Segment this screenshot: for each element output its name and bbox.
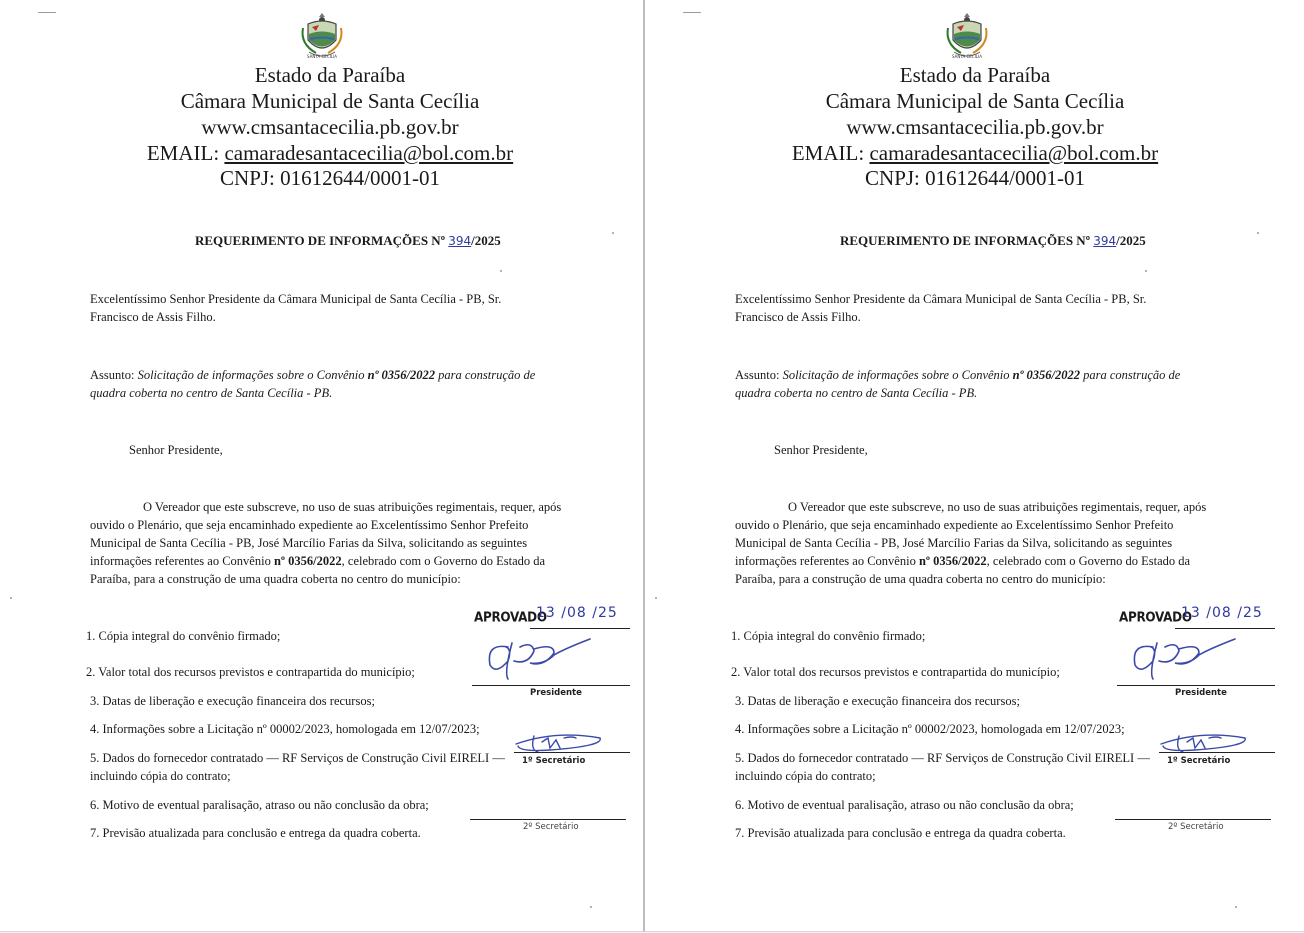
body-line-4-c: , celebrado com o Governo do Estado da bbox=[341, 554, 546, 568]
addressee-line-2: Francisco de Assis Filho. bbox=[90, 310, 216, 324]
header-chamber: Câmara Municipal de Santa Cecília bbox=[825, 89, 1125, 113]
scan-speck bbox=[1235, 906, 1237, 908]
president-signature-line bbox=[472, 685, 630, 686]
list-item-1: 1. Cópia integral do convênio firmado; bbox=[86, 629, 281, 643]
body-line-2: ouvido o Plenário, que seja encaminhado expediente ao Excelentíssimo Senhor Prefeito bbox=[735, 518, 1174, 532]
body-line-4-c: , celebrado com o Governo do Estado da bbox=[986, 554, 1191, 568]
second-secretary-signature-line bbox=[470, 819, 626, 820]
body-line-4 bbox=[90, 553, 545, 571]
stamp-date-underline bbox=[530, 628, 630, 629]
scan-speck bbox=[10, 597, 12, 599]
request-title-prefix: REQUERIMENTO DE INFORMAÇÕES Nº bbox=[195, 233, 445, 248]
second-secretary-role-label: 2º Secretário bbox=[523, 822, 579, 832]
subject-label: Assunto: bbox=[735, 368, 780, 382]
list-item-2: 2. Valor total dos recursos previstos e contrapartida do município; bbox=[731, 665, 1060, 679]
scan-speck bbox=[1257, 232, 1259, 234]
subject-text-c: para construção de bbox=[1083, 368, 1181, 382]
list-item-1: 1. Cópia integral do convênio firmado; bbox=[731, 629, 926, 643]
body-line-3: Municipal de Santa Cecília - PB, José Marcílio Farias da Silva, solicitando as seguintes bbox=[735, 536, 1173, 550]
list-item-5: 5. Dados do fornecedor contratado — RF Serviços de Construção Civil EIRELI — bbox=[90, 751, 505, 765]
president-role-label: Presidente bbox=[530, 688, 582, 698]
scan-mark bbox=[38, 12, 56, 13]
salutation: Senhor Presidente, bbox=[129, 443, 223, 457]
header-website: www.cmsantacecilia.pb.gov.br bbox=[201, 115, 459, 139]
svg-text:SANTA CECÍLIA: SANTA CECÍLIA bbox=[952, 54, 982, 59]
header-website: www.cmsantacecilia.pb.gov.br bbox=[846, 115, 1104, 139]
email-label: EMAIL: bbox=[146, 141, 220, 165]
body-line-4 bbox=[735, 553, 1190, 571]
svg-text:SANTA CECÍLIA: SANTA CECÍLIA bbox=[307, 54, 337, 59]
header-email-line bbox=[645, 140, 1304, 166]
scan-mark bbox=[683, 12, 701, 13]
list-item-7: 7. Previsão atualizada para conclusão e entrega da quadra coberta. bbox=[90, 826, 421, 840]
second-secretary-role-label: 2º Secretário bbox=[1168, 822, 1224, 832]
body-line-5: Paraíba, para a construção de uma quadra coberta no centro do município: bbox=[90, 572, 461, 586]
subject-text-a: Solicitação de informações sobre o Convênio bbox=[782, 368, 1010, 382]
subject-agreement-number: nº 0356/2022 bbox=[367, 368, 435, 382]
scan-speck bbox=[655, 597, 657, 599]
document-page-right bbox=[643, 0, 1304, 932]
body-line-4-a: informações referentes ao Convênio bbox=[90, 554, 271, 568]
request-number-handwritten: 394 bbox=[1093, 234, 1117, 248]
scan-speck bbox=[1145, 270, 1147, 272]
list-item-4: 4. Informações sobre a Licitação nº 00002/2023, homologada em 12/07/2023; bbox=[735, 722, 1125, 736]
subject-text-c: para construção de bbox=[438, 368, 536, 382]
list-item-5-continued: incluindo cópia do contrato; bbox=[735, 769, 876, 783]
addressee-line-2: Francisco de Assis Filho. bbox=[735, 310, 861, 324]
body-agreement-number: nº 0356/2022 bbox=[918, 554, 987, 568]
addressee-line-1: Excelentíssimo Senhor Presidente da Câmara Municipal de Santa Cecília - PB, Sr. bbox=[735, 292, 1147, 306]
list-item-2: 2. Valor total dos recursos previstos e contrapartida do município; bbox=[86, 665, 415, 679]
salutation: Senhor Presidente, bbox=[774, 443, 868, 457]
president-signature-line bbox=[1117, 685, 1275, 686]
scan-speck bbox=[590, 906, 592, 908]
list-item-3: 3. Datas de liberação e execução financeira dos recursos; bbox=[735, 694, 1020, 708]
list-item-7: 7. Previsão atualizada para conclusão e entrega da quadra coberta. bbox=[735, 826, 1066, 840]
body-line-2: ouvido o Plenário, que seja encaminhado expediente ao Excelentíssimo Senhor Prefeito bbox=[90, 518, 529, 532]
header-cnpj: CNPJ: 01612644/0001-01 bbox=[220, 166, 440, 190]
email-label: EMAIL: bbox=[791, 141, 865, 165]
request-title-prefix: REQUERIMENTO DE INFORMAÇÕES Nº bbox=[840, 233, 1090, 248]
request-title bbox=[195, 233, 501, 249]
header-cnpj: CNPJ: 01612644/0001-01 bbox=[865, 166, 1085, 190]
president-signature bbox=[1123, 633, 1248, 688]
list-item-4: 4. Informações sobre a Licitação nº 00002/2023, homologada em 12/07/2023; bbox=[90, 722, 480, 736]
scan-speck bbox=[612, 232, 614, 234]
subject-agreement-number: nº 0356/2022 bbox=[1012, 368, 1080, 382]
approval-stamp-label: APROVADO bbox=[474, 609, 547, 625]
email-link[interactable]: camaradesantacecilia@bol.com.br bbox=[224, 141, 514, 165]
request-number-handwritten: 394 bbox=[448, 234, 472, 248]
body-line-3: Municipal de Santa Cecília - PB, José Marcílio Farias da Silva, solicitando as seguintes bbox=[90, 536, 528, 550]
header-chamber: Câmara Municipal de Santa Cecília bbox=[180, 89, 480, 113]
first-secretary-role-label: 1º Secretário bbox=[1167, 756, 1231, 766]
list-item-6: 6. Motivo de eventual paralisação, atraso ou não conclusão da obra; bbox=[735, 798, 1074, 812]
subject-line-2: quadra coberta no centro de Santa Cecília - PB. bbox=[735, 386, 978, 400]
body-line-5: Paraíba, para a construção de uma quadra coberta no centro do município: bbox=[735, 572, 1106, 586]
second-secretary-signature-line bbox=[1115, 819, 1271, 820]
subject-label: Assunto: bbox=[90, 368, 135, 382]
body-line-4-a: informações referentes ao Convênio bbox=[735, 554, 916, 568]
president-role-label: Presidente bbox=[1175, 688, 1227, 698]
header-email-line bbox=[0, 140, 660, 166]
request-title bbox=[840, 233, 1146, 249]
addressee-line-1: Excelentíssimo Senhor Presidente da Câmara Municipal de Santa Cecília - PB, Sr. bbox=[90, 292, 502, 306]
request-title-year: /2025 bbox=[471, 233, 501, 248]
president-signature bbox=[478, 633, 603, 688]
first-secretary-signature-line bbox=[514, 752, 630, 753]
subject-line-2: quadra coberta no centro de Santa Cecília - PB. bbox=[90, 386, 333, 400]
approval-stamp-date-handwritten: 13 /08 /25 bbox=[1181, 605, 1263, 621]
subject-line-1 bbox=[735, 367, 1180, 385]
first-secretary-signature-line bbox=[1159, 752, 1275, 753]
scan-speck bbox=[500, 270, 502, 272]
subject-text-a: Solicitação de informações sobre o Convênio bbox=[137, 368, 365, 382]
body-agreement-number: nº 0356/2022 bbox=[273, 554, 342, 568]
approval-stamp-label: APROVADO bbox=[1119, 609, 1192, 625]
subject-line-1 bbox=[90, 367, 535, 385]
municipal-crest-logo bbox=[295, 8, 349, 62]
request-title-year: /2025 bbox=[1116, 233, 1146, 248]
list-item-3: 3. Datas de liberação e execução financeira dos recursos; bbox=[90, 694, 375, 708]
header-state: Estado da Paraíba bbox=[254, 63, 406, 87]
municipal-crest-logo bbox=[940, 8, 994, 62]
approval-stamp-date-handwritten: 13 /08 /25 bbox=[536, 605, 618, 621]
email-link[interactable]: camaradesantacecilia@bol.com.br bbox=[869, 141, 1159, 165]
list-item-5: 5. Dados do fornecedor contratado — RF Serviços de Construção Civil EIRELI — bbox=[735, 751, 1150, 765]
stamp-date-underline bbox=[1175, 628, 1275, 629]
header-state: Estado da Paraíba bbox=[899, 63, 1051, 87]
body-line-1: O Vereador que este subscreve, no uso de suas atribuições regimentais, requer, após bbox=[788, 500, 1207, 514]
list-item-5-continued: incluindo cópia do contrato; bbox=[90, 769, 231, 783]
body-line-1: O Vereador que este subscreve, no uso de suas atribuições regimentais, requer, após bbox=[143, 500, 562, 514]
list-item-6: 6. Motivo de eventual paralisação, atraso ou não conclusão da obra; bbox=[90, 798, 429, 812]
first-secretary-role-label: 1º Secretário bbox=[522, 756, 586, 766]
